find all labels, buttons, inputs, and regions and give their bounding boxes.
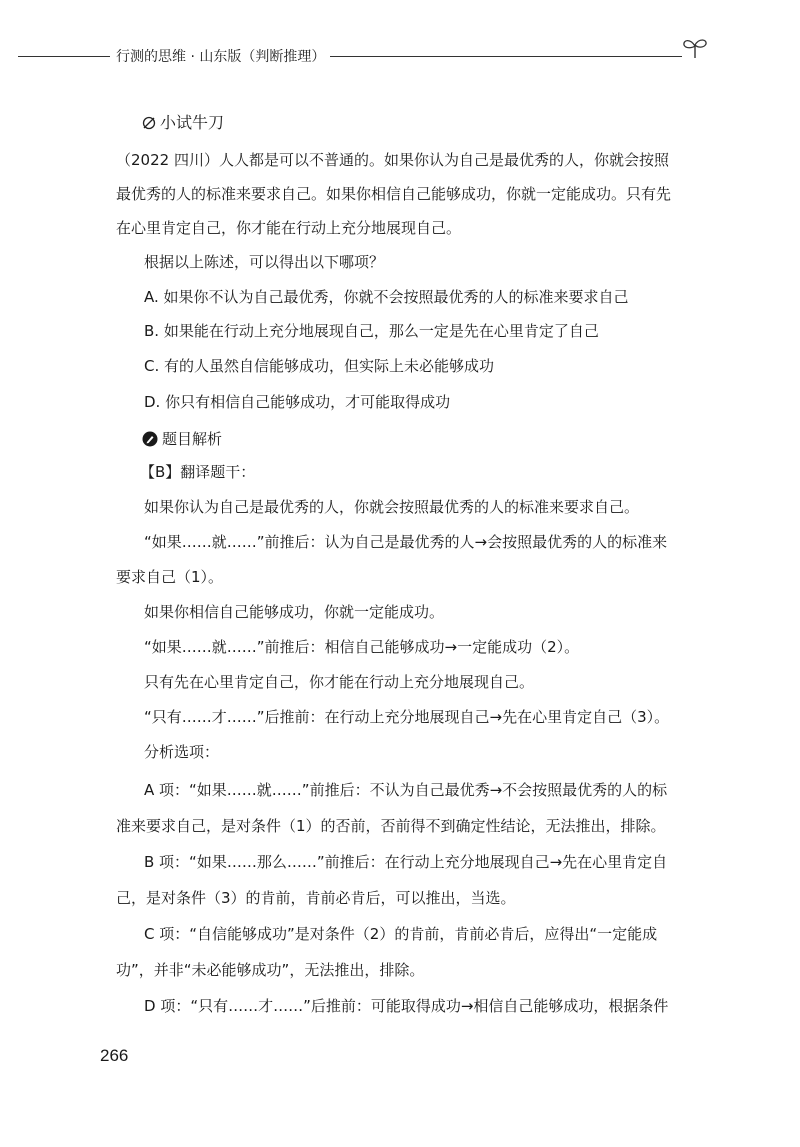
header-rule-left	[18, 56, 110, 57]
sprout-icon	[680, 36, 710, 60]
analysis-heading-text: 题目解析	[162, 430, 223, 448]
analysis-line-1: 如果你认为自己是最优秀的人，你就会按照最优秀的人的标准来要求自己。	[144, 498, 640, 516]
question-stem-line-2: 最优秀的人的标准来要求自己。如果你相信自己能够成功，你就一定能成功。只有先	[116, 185, 672, 203]
question-stem-line-1: （2022 四川）人人都是可以不普通的。如果你认为自己是最优秀的人，你就会按照	[116, 151, 669, 169]
header-title: 行测的思维 · 山东版（判断推理）	[116, 49, 326, 65]
option-a: A. 如果你不认为自己最优秀，你就不会按照最优秀的人的标准来要求自己	[144, 288, 629, 306]
analysis-line-10: 准来要求自己，是对条件（1）的否前，否前得不到确定性结论，无法推出，排除。	[116, 817, 666, 835]
analysis-line-7: “只有……才……”后推前：在行动上充分地展现自己→先在心里肯定自己（3）。	[144, 708, 670, 726]
header-rule-right	[330, 56, 682, 57]
option-b: B. 如果能在行动上充分地展现自己，那么一定是先在心里肯定了自己	[144, 322, 599, 340]
pen-badge-icon	[142, 431, 158, 447]
slashed-circle-icon	[142, 116, 156, 130]
analysis-line-6: 只有先在心里肯定自己，你才能在行动上充分地展现自己。	[144, 673, 535, 691]
analysis-line-9: A 项：“如果……就……”前推后：不认为自己最优秀→不会按照最优秀的人的标	[144, 781, 668, 799]
analysis-line-2: “如果……就……”前推后：认为自己是最优秀的人→会按照最优秀的人的标准来	[144, 533, 668, 551]
analysis-line-4: 如果你相信自己能够成功，你就一定能成功。	[144, 603, 445, 621]
question-stem-line-3: 在心里肯定自己，你才能在行动上充分地展现自己。	[116, 219, 462, 237]
section-title	[142, 110, 224, 133]
analysis-heading	[142, 428, 222, 449]
answer-line: 【B】翻译题干：	[140, 463, 256, 481]
question-prompt: 根据以上陈述，可以得出以下哪项？	[144, 253, 385, 271]
analysis-line-15: D 项：“只有……才……”后推前：可能取得成功→相信自己能够成功，根据条件	[144, 997, 669, 1015]
section-title-text: 小试牛刀	[160, 113, 225, 132]
analysis-line-8: 分析选项：	[144, 743, 220, 761]
analysis-line-3: 要求自己（1）。	[116, 568, 224, 586]
analysis-line-11: B 项：“如果……那么……”前推后：在行动上充分地展现自己→先在心里肯定自	[144, 853, 668, 871]
running-header	[0, 44, 800, 68]
analysis-line-5: “如果……就……”前推后：相信自己能够成功→一定能成功（2）。	[144, 638, 580, 656]
analysis-line-13: C 项：“自信能够成功”是对条件（2）的肯前，肯前必肯后，应得出“一定能成	[144, 925, 658, 943]
analysis-line-14: 功”，并非“未必能够成功”，无法推出，排除。	[116, 961, 425, 979]
option-d: D. 你只有相信自己能够成功，才可能取得成功	[144, 393, 451, 411]
option-c: C. 有的人虽然自信能够成功，但实际上未必能够成功	[144, 357, 495, 375]
page-number: 266	[100, 1046, 129, 1065]
analysis-line-12: 己，是对条件（3）的肯前，肯前必肯后，可以推出，当选。	[116, 889, 516, 907]
